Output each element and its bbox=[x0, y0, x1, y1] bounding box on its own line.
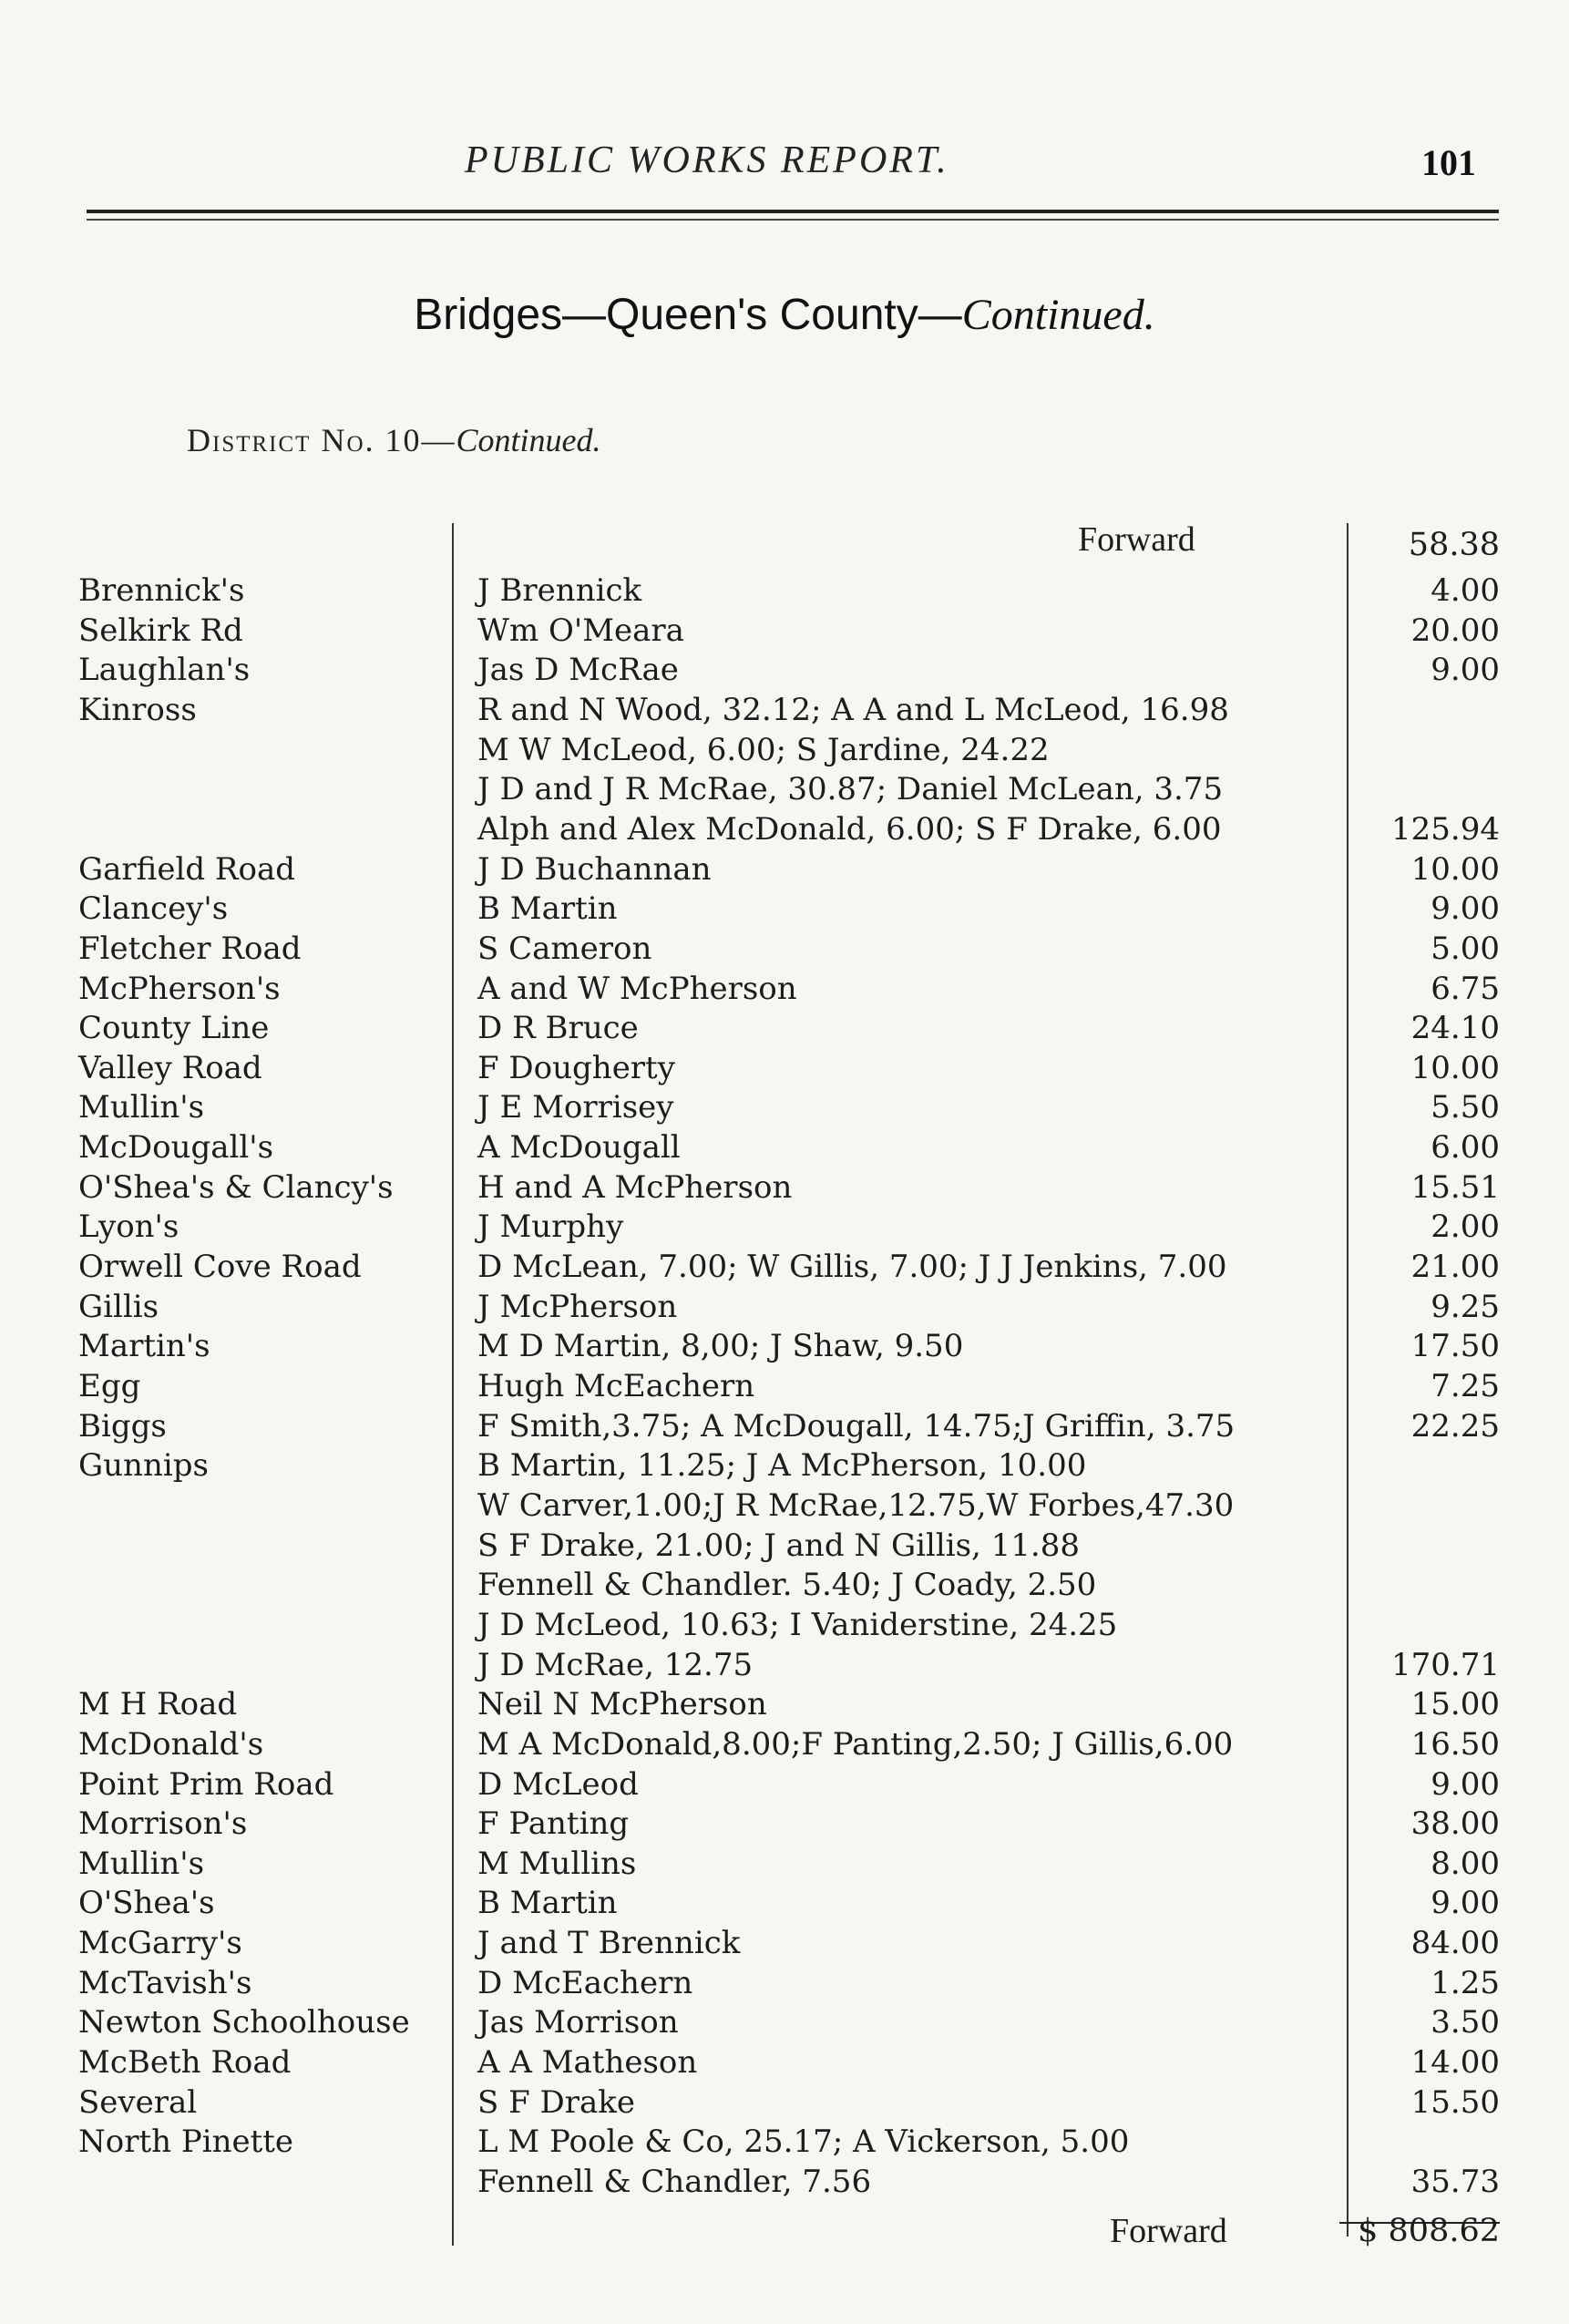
row-entry: F Dougherty bbox=[477, 1049, 675, 1086]
row-entry: J D Buchannan bbox=[477, 850, 712, 888]
row-amount: 35.73 bbox=[1410, 2164, 1500, 2200]
page-number: 101 bbox=[1421, 142, 1476, 183]
row-amount: 20.00 bbox=[1410, 612, 1500, 649]
row-place: Garfield Road bbox=[78, 850, 296, 888]
row-entry: M D Martin, 8,00; J Shaw, 9.50 bbox=[477, 1328, 964, 1365]
row-place: McPherson's bbox=[78, 970, 281, 1007]
row-amount: 10.00 bbox=[1410, 1049, 1500, 1086]
table-row bbox=[0, 769, 1569, 809]
row-entry: M W McLeod, 6.00; S Jardine, 24.22 bbox=[477, 731, 1050, 768]
row-entry: L M Poole & Co, 25.17; A Vickerson, 5.00 bbox=[477, 2123, 1130, 2161]
row-amount: 17.50 bbox=[1410, 1328, 1500, 1365]
table-row bbox=[0, 1923, 1569, 1963]
row-place: County Line bbox=[78, 1010, 270, 1047]
row-entry: W Carver,1.00;J R McRae,12.75,W Forbes,47.30 bbox=[477, 1486, 1235, 1524]
row-place: McTavish's bbox=[78, 1964, 252, 2001]
row-place: Point Prim Road bbox=[78, 1765, 334, 1803]
row-place: McGarry's bbox=[78, 1925, 242, 1962]
row-entry: Alph and Alex McDonald, 6.00; S F Drake, 6.00 bbox=[477, 810, 1222, 848]
row-place: McDougall's bbox=[78, 1129, 274, 1167]
forward-bottom-amount: $ 808.62 bbox=[1358, 2213, 1500, 2249]
row-entry: B Martin bbox=[477, 1885, 618, 1922]
row-amount: 15.51 bbox=[1410, 1168, 1500, 1206]
table-row bbox=[0, 1445, 1569, 1486]
row-place: Orwell Cove Road bbox=[78, 1249, 362, 1286]
district-continued: Continued. bbox=[456, 422, 601, 458]
row-place: Egg bbox=[78, 1368, 141, 1404]
row-entry: H and A McPherson bbox=[477, 1168, 793, 1206]
row-entry: R and N Wood, 32.12; A A and L McLeod, 16.98 bbox=[477, 691, 1229, 728]
table-row bbox=[0, 1008, 1569, 1048]
row-place: Newton Schoolhouse bbox=[78, 2004, 410, 2041]
row-amount: 9.00 bbox=[1431, 652, 1500, 689]
row-entry: M Mullins bbox=[477, 1845, 637, 1882]
row-entry: D McLean, 7.00; W Gillis, 7.00; J J Jenkins, 7.00 bbox=[477, 1249, 1227, 1286]
table-row bbox=[0, 1087, 1569, 1127]
table-row bbox=[0, 1486, 1569, 1526]
row-entry: J D and J R McRae, 30.87; Daniel McLean, 3.75 bbox=[477, 771, 1224, 808]
row-amount: 5.50 bbox=[1431, 1089, 1500, 1126]
row-place: Selkirk Rd bbox=[78, 612, 243, 649]
row-place: Mullin's bbox=[78, 1089, 205, 1126]
table-row bbox=[0, 1804, 1569, 1844]
row-place: M H Road bbox=[78, 1686, 238, 1723]
row-amount: 38.00 bbox=[1410, 1805, 1500, 1843]
table-row bbox=[0, 2082, 1569, 2123]
row-place: Laughlan's bbox=[78, 652, 251, 689]
header-rule-thin bbox=[87, 219, 1499, 221]
forward-bottom-label: Forward bbox=[1110, 2212, 1227, 2250]
table-row bbox=[0, 1684, 1569, 1724]
row-entry: S Cameron bbox=[477, 930, 652, 967]
table-row bbox=[0, 1844, 1569, 1884]
table-row bbox=[0, 1326, 1569, 1366]
row-place: Gunnips bbox=[78, 1447, 209, 1485]
row-amount: 170.71 bbox=[1391, 1646, 1500, 1683]
row-place: McBeth Road bbox=[78, 2044, 292, 2082]
row-amount: 4.00 bbox=[1431, 572, 1500, 609]
row-entry: F Panting bbox=[477, 1805, 630, 1843]
table-row bbox=[0, 2042, 1569, 2082]
row-amount: 22.25 bbox=[1410, 1407, 1500, 1445]
row-entry: Jas D McRae bbox=[477, 652, 679, 689]
row-entry: A and W McPherson bbox=[477, 970, 797, 1007]
row-amount: 15.50 bbox=[1410, 2083, 1500, 2121]
row-entry: A McDougall bbox=[477, 1129, 681, 1167]
table-row bbox=[0, 1645, 1569, 1685]
row-place: Kinross bbox=[78, 691, 197, 728]
row-amount: 21.00 bbox=[1410, 1249, 1500, 1286]
row-amount: 24.10 bbox=[1410, 1010, 1500, 1047]
row-entry: J and T Brennick bbox=[477, 1925, 741, 1962]
row-entry: Fennell & Chandler, 7.56 bbox=[477, 2164, 872, 2200]
row-entry: S F Drake, 21.00; J and N Gillis, 11.88 bbox=[477, 1527, 1081, 1564]
row-amount: 8.00 bbox=[1431, 1845, 1500, 1882]
section-title bbox=[0, 290, 1569, 340]
table-row bbox=[0, 650, 1569, 690]
table-row bbox=[0, 1247, 1569, 1287]
row-amount: 6.00 bbox=[1431, 1129, 1500, 1167]
table-row bbox=[0, 1724, 1569, 1764]
row-entry: D R Bruce bbox=[477, 1010, 639, 1047]
forward-top-amount: 58.38 bbox=[1408, 527, 1500, 563]
row-entry: D McEachern bbox=[477, 1964, 693, 2001]
section-title-continued: Continued. bbox=[961, 291, 1155, 339]
row-amount: 16.50 bbox=[1410, 1725, 1500, 1763]
table-row bbox=[0, 1963, 1569, 2003]
running-header-title: PUBLIC WORKS REPORT. bbox=[465, 139, 949, 181]
row-amount: 15.00 bbox=[1410, 1686, 1500, 1723]
table-row bbox=[0, 809, 1569, 849]
row-place: Clancey's bbox=[78, 890, 229, 928]
district-heading bbox=[187, 421, 601, 459]
row-place: Fletcher Road bbox=[78, 930, 302, 967]
table-row bbox=[0, 1406, 1569, 1446]
row-place: O'Shea's bbox=[78, 1885, 215, 1922]
row-entry: Neil N McPherson bbox=[477, 1686, 767, 1723]
row-amount: 14.00 bbox=[1410, 2044, 1500, 2082]
row-entry: J D McRae, 12.75 bbox=[477, 1646, 754, 1683]
row-amount: 10.00 bbox=[1410, 850, 1500, 888]
row-place: O'Shea's & Clancy's bbox=[78, 1168, 394, 1206]
row-place: Morrison's bbox=[78, 1805, 248, 1843]
row-entry: D McLeod bbox=[477, 1765, 639, 1803]
row-place: Gillis bbox=[78, 1288, 159, 1325]
row-amount: 2.00 bbox=[1431, 1208, 1500, 1246]
row-amount: 125.94 bbox=[1391, 810, 1500, 848]
table-row bbox=[0, 1366, 1569, 1406]
row-place: Martin's bbox=[78, 1328, 210, 1365]
row-entry: J Murphy bbox=[477, 1208, 624, 1246]
header-rule-thick bbox=[87, 210, 1499, 213]
row-entry: Hugh McEachern bbox=[477, 1368, 755, 1404]
table-row bbox=[0, 889, 1569, 929]
row-amount: 7.25 bbox=[1431, 1368, 1500, 1404]
table-row bbox=[0, 2002, 1569, 2042]
row-place: Several bbox=[78, 2083, 198, 2121]
table-row bbox=[0, 1526, 1569, 1566]
row-amount: 9.00 bbox=[1431, 890, 1500, 928]
row-place: Lyon's bbox=[78, 1208, 179, 1246]
row-place: Biggs bbox=[78, 1407, 167, 1445]
table-row bbox=[0, 571, 1569, 611]
section-title-main: Bridges—Queen's County— bbox=[414, 291, 962, 339]
row-entry: B Martin, 11.25; J A McPherson, 10.00 bbox=[477, 1447, 1087, 1485]
table-row bbox=[0, 849, 1569, 889]
row-amount: 1.25 bbox=[1431, 1964, 1500, 2001]
table-row bbox=[0, 1565, 1569, 1605]
table-row bbox=[0, 1167, 1569, 1208]
table-row bbox=[0, 1207, 1569, 1247]
row-place: Brennick's bbox=[78, 572, 245, 609]
row-entry: Fennell & Chandler. 5.40; J Coady, 2.50 bbox=[477, 1567, 1097, 1604]
row-entry: A A Matheson bbox=[477, 2044, 698, 2082]
table-row bbox=[0, 929, 1569, 969]
table-row bbox=[0, 2162, 1569, 2202]
row-place: McDonald's bbox=[78, 1725, 264, 1763]
row-entry: Wm O'Meara bbox=[477, 612, 684, 649]
row-entry: J D McLeod, 10.63; I Vaniderstine, 24.25 bbox=[477, 1606, 1118, 1643]
row-entry: Jas Morrison bbox=[477, 2004, 679, 2041]
row-entry: J E Morrisey bbox=[477, 1089, 674, 1126]
table-row bbox=[0, 730, 1569, 770]
table-row bbox=[0, 969, 1569, 1009]
forward-top-label: Forward bbox=[1078, 520, 1195, 559]
table-row bbox=[0, 1883, 1569, 1923]
row-place: North Pinette bbox=[78, 2123, 294, 2161]
row-amount: 9.25 bbox=[1431, 1288, 1500, 1325]
row-place: Valley Road bbox=[78, 1049, 262, 1086]
row-entry: B Martin bbox=[477, 890, 618, 928]
table-row bbox=[0, 2122, 1569, 2162]
row-amount: 6.75 bbox=[1431, 970, 1500, 1007]
row-amount: 9.00 bbox=[1431, 1765, 1500, 1803]
table-row bbox=[0, 1127, 1569, 1167]
table-row bbox=[0, 1605, 1569, 1645]
table-row bbox=[0, 1048, 1569, 1088]
row-entry: F Smith,3.75; A McDougall, 14.75;J Griffin, 3.75 bbox=[477, 1407, 1236, 1445]
row-amount: 5.00 bbox=[1431, 930, 1500, 967]
table-row bbox=[0, 1287, 1569, 1327]
table-row bbox=[0, 611, 1569, 651]
table-row bbox=[0, 690, 1569, 730]
row-entry: S F Drake bbox=[477, 2083, 636, 2121]
row-amount: 84.00 bbox=[1410, 1925, 1500, 1962]
table-row bbox=[0, 1764, 1569, 1805]
row-entry: J McPherson bbox=[477, 1288, 678, 1325]
row-amount: 9.00 bbox=[1431, 1885, 1500, 1922]
district-label: District No. 10— bbox=[187, 422, 456, 458]
row-entry: M A McDonald,8.00;F Panting,2.50; J Gillis,6.00 bbox=[477, 1725, 1234, 1763]
row-entry: J Brennick bbox=[477, 572, 642, 609]
row-amount: 3.50 bbox=[1431, 2004, 1500, 2041]
row-place: Mullin's bbox=[78, 1845, 205, 1882]
